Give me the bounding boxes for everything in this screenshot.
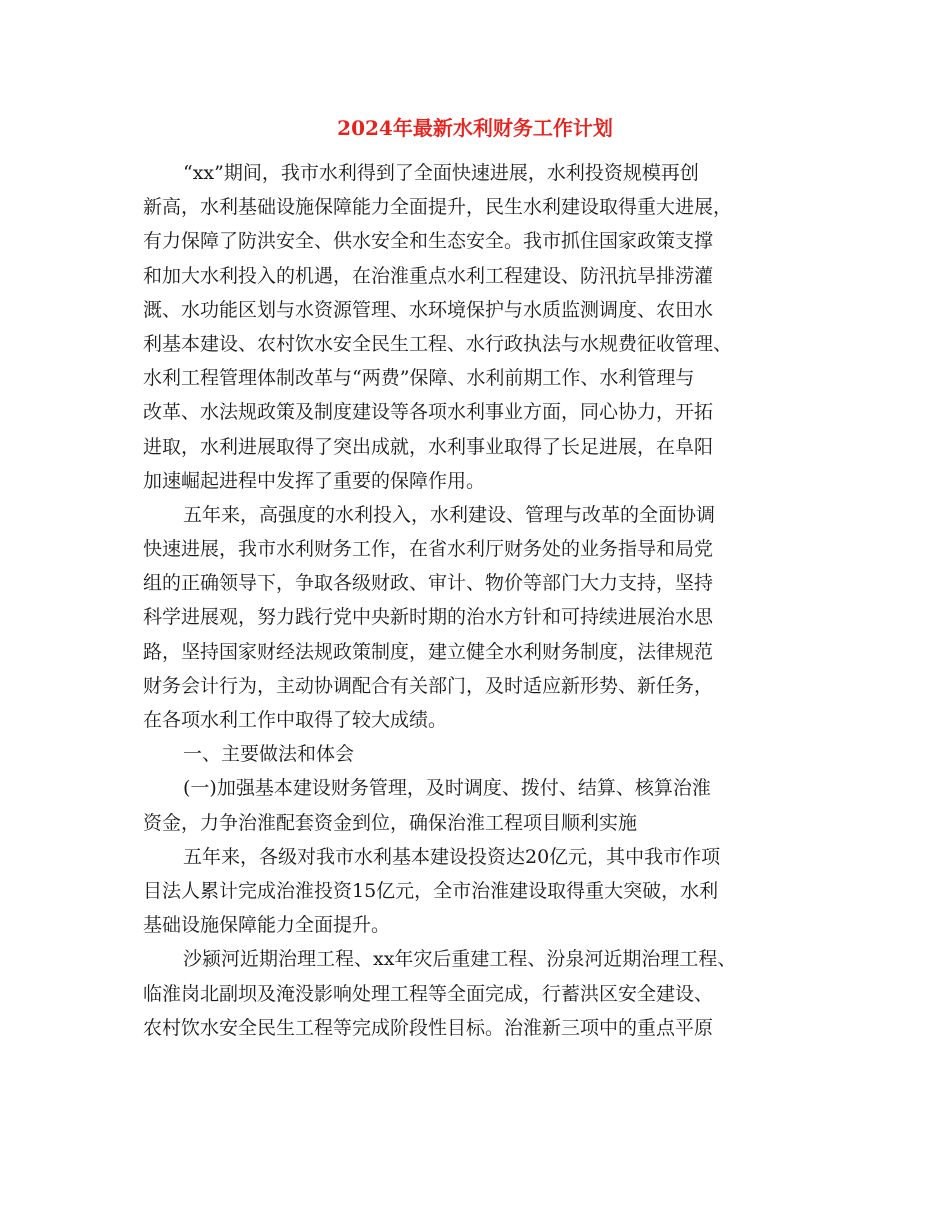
body-line: 在各项水利工作中取得了较大成绩。: [143, 709, 448, 731]
body-line: 路，坚持国家财经法规政策制度，建立健全水利财务制度，法律规范: [143, 640, 714, 663]
body-line: 五年来，各级对我市水利基本建设投资达20亿元，其中我市作项: [183, 845, 721, 868]
document-body: [143, 156, 823, 1045]
body-line: 组的正确领导下，争取各级财政、审计、物价等部门大力支持，坚持: [143, 572, 714, 595]
body-line: 新高，水利基础设施保障能力全面提升，民生水利建设取得重大进展，: [143, 196, 733, 219]
body-line: 溉、水功能区划与水资源管理、水环境保护与水质监测调度、农田水: [143, 298, 714, 321]
body-line: 一、主要做法和体会: [183, 743, 355, 766]
body-line: “xx”期间，我市水利得到了全面快速进展，水利投资规模再创: [183, 162, 699, 184]
body-line: 加速崛起进程中发挥了重要的保障作用。: [143, 469, 486, 492]
body-line: 农村饮水安全民生工程等完成阶段性目标。治淮新三项中的重点平原: [143, 1016, 714, 1039]
document-title: 2024年最新水利财务工作计划: [337, 116, 613, 140]
body-line: 科学进展观，努力践行党中央新时期的治水方针和可持续进展治水思: [143, 606, 714, 629]
body-line: 快速进展，我市水利财务工作，在省水利厅财务处的业务指导和局党: [143, 538, 714, 561]
body-line: 有力保障了防洪安全、供水安全和生态安全。我市抓住国家政策支撑: [143, 230, 714, 253]
body-line: 基础设施保障能力全面提升。: [143, 914, 391, 937]
body-line: 改革、水法规政策及制度建设等各项水利事业方面，同心协力，开拓: [143, 401, 714, 424]
body-line: 水利工程管理体制改革与“两费”保障、水利前期工作、水利管理与: [143, 367, 695, 390]
body-line: 五年来，高强度的水利投入，水利建设、管理与改革的全面协调: [183, 503, 716, 526]
body-line: 目法人累计完成治淮投资15亿元，全市治淮建设取得重大突破，水利: [143, 879, 719, 902]
body-line: 和加大水利投入的机遇，在治淮重点水利工程建设、防汛抗旱排涝灌: [143, 264, 714, 287]
body-line: 财务会计行为，主动协调配合有关部门，及时适应新形势、新任务，: [143, 674, 714, 697]
body-line: (一)加强基本建设财务管理，及时调度、拨付、结算、核算治淮: [183, 777, 711, 800]
body-line: 临淮岗北副坝及淹没影响处理工程等全面完成，行蓄洪区安全建设、: [143, 982, 714, 1005]
body-line: 利基本建设、农村饮水安全民生工程、水行政执法与水规费征收管理、: [143, 332, 733, 355]
body-line: 资金，力争治淮配套资金到位，确保治淮工程项目顺利实施: [143, 811, 638, 834]
body-line: 沙颍河近期治理工程、xx年灾后重建工程、汾泉河近期治理工程、: [183, 948, 737, 971]
body-line: 进取，水利进展取得了突出成就，水利事业取得了长足进展，在阜阳: [143, 435, 714, 458]
